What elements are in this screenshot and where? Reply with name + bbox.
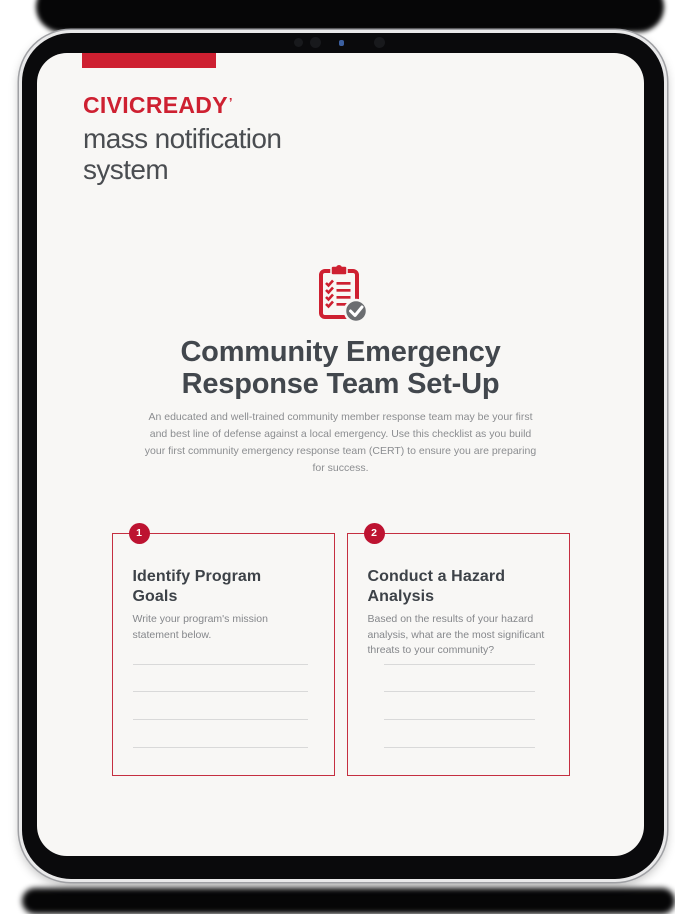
card-description: Based on the results of your hazard analysis, what are the most significant threats to your community? [367,612,545,657]
tablet-device-frame [19,30,667,882]
write-in-lines [384,637,535,748]
write-in-line [133,665,308,693]
checklist-card-identify-goals [112,527,335,776]
step-number-badge: 1 [129,523,150,544]
logo-wordmark: CIVICREADY [83,92,228,118]
page-title-line-2: Response Team Set-Up [181,368,500,401]
tagline-line-1: mass notification [83,123,282,154]
tagline-line-2: system [83,153,169,185]
checklist-page [37,53,644,776]
trademark-mark: ’ [228,95,233,110]
page-title-line-1: Community Emergency [180,336,501,368]
bezel-sensor-dot [310,37,321,48]
checklist-card-hazard-analysis [347,527,570,776]
page-description: An educated and well-trained community member response team may be your first and best line of defense against a local emergency. Use this checklist as you build your first community emergency response team (CERT) to ensure you are preparing for success. [144,410,537,474]
card-title: Conduct a Hazard Analysis [367,567,506,606]
write-in-line [384,692,535,720]
step-number-badge: 2 [364,523,385,544]
card-description: Write your program's mission statement below. [132,612,268,641]
write-in-line [133,720,308,748]
backdrop-shadow-top [36,0,664,32]
write-in-line [384,665,535,693]
bezel-sensor-dot [374,37,385,48]
tablet-screen [37,53,644,856]
card-title: Identify Program Goals [132,567,262,606]
write-in-lines [133,637,308,748]
write-in-line [384,637,535,665]
write-in-line [384,720,535,748]
backdrop-shadow-bottom [22,888,675,914]
page-title [37,336,644,401]
bezel-sensor-dot [294,38,303,47]
write-in-line [133,637,308,665]
write-in-line [133,692,308,720]
checklist-cards [37,527,644,776]
clipboard-checklist-icon [310,265,372,323]
front-camera-icon [339,40,344,46]
